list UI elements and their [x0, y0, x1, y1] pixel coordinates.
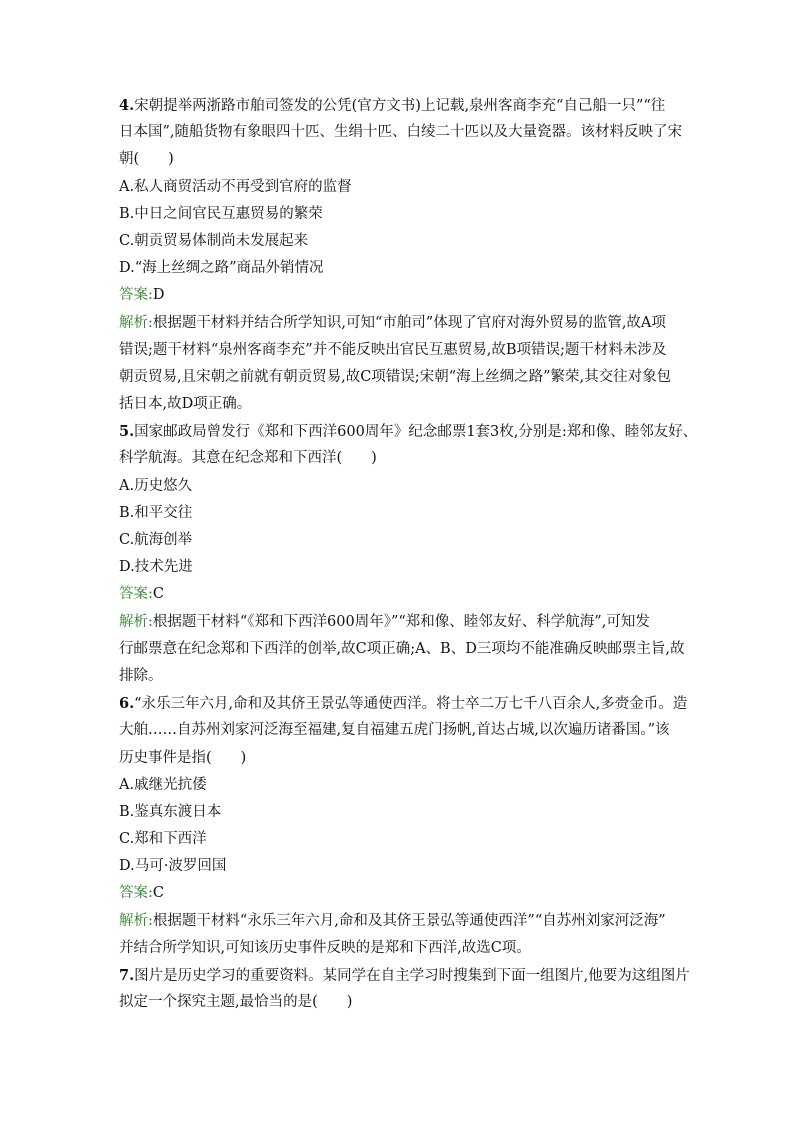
analysis-line: 并结合所学知识,可知该历史事件反映的是郑和下西洋,故选C项。 [119, 939, 531, 956]
analysis-line: 解析:根据题干材料并结合所学知识,可知“市舶司”体现了官府对海外贸易的监管,故A项 [119, 314, 666, 331]
option-a: A.戚继光抗倭 [119, 776, 207, 793]
answer-label: 答案: [119, 287, 153, 304]
analysis-label: 解析: [119, 314, 153, 331]
question-stem-line: 科学航海。其意在纪念郑和下西洋( ) [119, 450, 377, 467]
option-a: A.私人商贸活动不再受到官府的监督 [119, 178, 352, 195]
question-stem-line: 拟定一个探究主题,最恰当的是( ) [119, 994, 353, 1011]
option-d: D.技术先进 [119, 559, 193, 576]
option-d: D.“海上丝绸之路”商品外销情况 [119, 260, 324, 277]
analysis-line: 排除。 [119, 667, 163, 684]
option-c: C.郑和下西洋 [119, 831, 207, 848]
option-d: D.马可·波罗回国 [119, 858, 227, 875]
question-4 [119, 92, 683, 418]
question-stem-line: 6.“永乐三年六月,命和及其侪王景弘等通使西洋。将士卒二万七千八百余人,多赍金币。造 [119, 695, 688, 713]
analysis-line: 解析:根据题干材料“《郑和下西洋600周年》”“郑和像、睦邻友好、科学航海”,可知发 [119, 613, 650, 630]
analysis-line: 朝贡贸易,且宋朝之前就有朝贡贸易,故C项错误;宋朝“海上丝绸之路”繁荣,其交往对象包 [119, 368, 672, 385]
answer-label: 答案: [119, 586, 153, 603]
question-stem-line: 5.国家邮政局曾发行《郑和下西洋600周年》纪念邮票1套3枚,分别是:郑和像、睦邻友好、 [119, 423, 698, 441]
option-b: B.鉴真东渡日本 [119, 803, 222, 820]
option-c: C.朝贡贸易体制尚未发展起来 [119, 232, 309, 249]
question-number: 5. [119, 423, 135, 441]
question-stem-line: 大舶……自苏州刘家河泛海至福建,复自福建五虎门扬帆,首达占城,以次遍历诸番国。”该 [119, 722, 670, 739]
answer-line [119, 282, 679, 309]
question-stem-line: 历史事件是指( ) [119, 749, 247, 766]
analysis-line: 解析:根据题干材料“永乐三年六月,命和及其侪王景弘等通使西洋”“自苏州刘家河泛海” [119, 912, 666, 929]
option-b: B.和平交往 [119, 504, 193, 521]
answer-line [119, 880, 679, 907]
document-page [119, 92, 698, 1016]
question-stem-line: 朝( ) [119, 151, 174, 168]
answer-line [119, 581, 679, 608]
option-c: C.航海创举 [119, 532, 193, 548]
option-b: B.中日之间官民互惠贸易的繁荣 [119, 205, 323, 222]
answer-value: D [152, 287, 165, 304]
option-a: A.历史悠久 [119, 477, 193, 494]
analysis-label: 解析: [119, 613, 153, 630]
question-6 [119, 690, 688, 962]
question-stem-line: 4.宋朝提举两浙路市舶司签发的公凭(官方文书)上记载,泉州客商李充“自己船一只”“往 [119, 97, 666, 114]
analysis-line: 错误;题干材料“泉州客商李充”并不能反映出官民互惠贸易,故B项错误;题干材料未涉及 [119, 341, 667, 358]
analysis-label: 解析: [119, 912, 153, 929]
question-number: 7. [119, 967, 135, 984]
question-number: 6. [119, 695, 135, 713]
question-5 [119, 418, 698, 690]
answer-value: C [152, 885, 164, 902]
question-7 [119, 962, 690, 1016]
question-number: 4. [119, 97, 135, 114]
analysis-line: 行邮票意在纪念郑和下西洋的创举,故C项正确;A、B、D三项均不能准确反映邮票主旨,故 [119, 640, 685, 657]
question-stem-line: 日本国”,随船货物有象眼四十匹、生绢十匹、白绫二十匹以及大量瓷器。该材料反映了宋 [119, 124, 683, 141]
analysis-line: 括日本,故D项正确。 [119, 396, 252, 413]
answer-value: C [152, 586, 164, 603]
answer-label: 答案: [119, 885, 153, 902]
question-stem-line: 7.图片是历史学习的重要资料。某同学在自主学习时搜集到下面一组图片,他要为这组图片 [119, 967, 690, 984]
